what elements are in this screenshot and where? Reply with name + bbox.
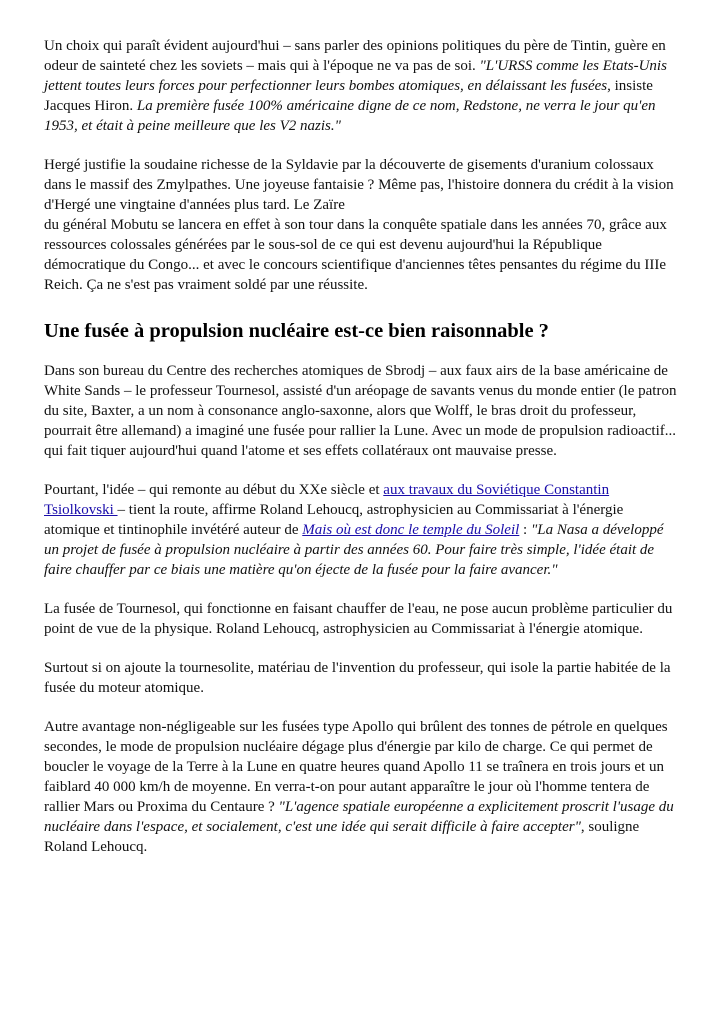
paragraph-text: Pourtant, l'idée – qui remonte au début du XXe siècle et [44, 482, 384, 498]
quote-text: "L'URSS comme les Etats-Unis jettent toutes leurs forces pour perfectionner leurs bombes atomiques, en délaissant les fusées [44, 58, 667, 94]
paragraph-text: , insiste Jacques Hiron. [44, 78, 653, 114]
paragraph-tournesolite: Surtout si on ajoute la tournesolite, matériau de l'invention du professeur, qui isole la partie habitée de la fusée du moteur atomique. [44, 660, 671, 696]
paragraph-intro [44, 36, 679, 136]
quote-text: La première fusée 100% américaine digne de ce nom, Redstone, ne verra le jour qu'en 1953, et était à peine meilleure que les V2 nazis." [44, 98, 656, 134]
paragraph-text: , souligne Roland Lehoucq. [44, 819, 640, 855]
paragraph-syldavie [44, 155, 679, 295]
paragraph-text: Hergé justifie la soudaine richesse de la Syldavie par la découverte de gisements d'uranium colossaux dans le massif des Zmylpathes. Une joyeuse fantaisie ? Même pas, l'histoire donnera du crédit à la vision d'Hergé une vingtaine d'années plus tard. Le Zaïre [44, 157, 674, 213]
paragraph-text: Autre avantage non-négligeable sur les fusées type Apollo qui brûlent des tonnes de pétrole en quelques secondes, le mode de propulsion nucléaire dégage plus d'énergie par kilo de charge. Ce qui permet de boucler le voyage de la Terre à la Lune en quatre heures quand Apollo 11 se traînera en trois jours et un faiblard 40 000 km/h de moyenne. En verra-t-on pour autant apparaître le jour où l'homme tentera de rallier Mars ou Proxima du Centaure ? [44, 719, 668, 815]
paragraph-physique: La fusée de Tournesol, qui fonctionne en faisant chauffer de l'eau, ne pose aucun problème particulier du point de vue de la physique. Roland Lehoucq, astrophysicien au Commissariat à l'énergie atomique. [44, 601, 673, 637]
tsiolkovski-link[interactable]: aux travaux du Soviétique Constantin Tsiolkovski [44, 482, 610, 518]
paragraph-text: Un choix qui paraît évident aujourd'hui – sans parler des opinions politiques du père de Tintin, guère en odeur de sainteté chez les soviets – mais qui à l'époque ne va pas de soi. [44, 38, 666, 74]
paragraph-tournesol: Dans son bureau du Centre des recherches atomiques de Sbrodj – aux faux airs de la base américaine de White Sands – le professeur Tournesol, assisté d'un aréopage de savants venus du monde entier (le patron du site, Baxter, a un nom à consonance anglo-saxonne, alors que Wolff, le bras droit du professeur, pourrait être allemand) a imaginé une fusée pour rallier la Lune. Avec un mode de propulsion radioactif... qui fait tiquer aujourd'hui quand l'atome et ses effets collatéraux ont mauvaise presse. [44, 363, 677, 459]
paragraph-text: : [519, 522, 531, 538]
paragraph-avantage [44, 717, 679, 857]
quote-text: "La Nasa a développé un projet de fusée à propulsion nucléaire à partir des années 60. Pour faire très simple, l'idée était de faire chauffer par ce biais une matière qu'on éjecte de la fusée pour la faire avancer." [44, 522, 664, 578]
paragraph-idee [44, 480, 679, 580]
temple-du-soleil-link[interactable]: Mais où est donc le temple du Soleil [302, 522, 520, 538]
quote-text: "L'agence spatiale européenne a explicitement proscrit l'usage du nucléaire dans l'espace, et socialement, c'est une idée qui serait difficile à faire accepter" [44, 799, 674, 835]
section-heading: Une fusée à propulsion nucléaire est-ce bien raisonnable ? [44, 320, 549, 342]
paragraph-text: – tient la route, affirme Roland Lehoucq, astrophysicien au Commissariat à l'énergie atomique et tintinophile invétéré auteur de [44, 502, 624, 538]
paragraph-text: du général Mobutu se lancera en effet à son tour dans la conquête spatiale dans les années 70, grâce aux ressources colossales générées par le sous-sol de ce qui est devenu aujourd'hui la République démocratique du Congo... et avec le concours scientifique d'anciennes têtes pensantes du régime du IIIe Reich. Ça ne s'est pas vraiment soldé par une réussite. [44, 217, 667, 293]
